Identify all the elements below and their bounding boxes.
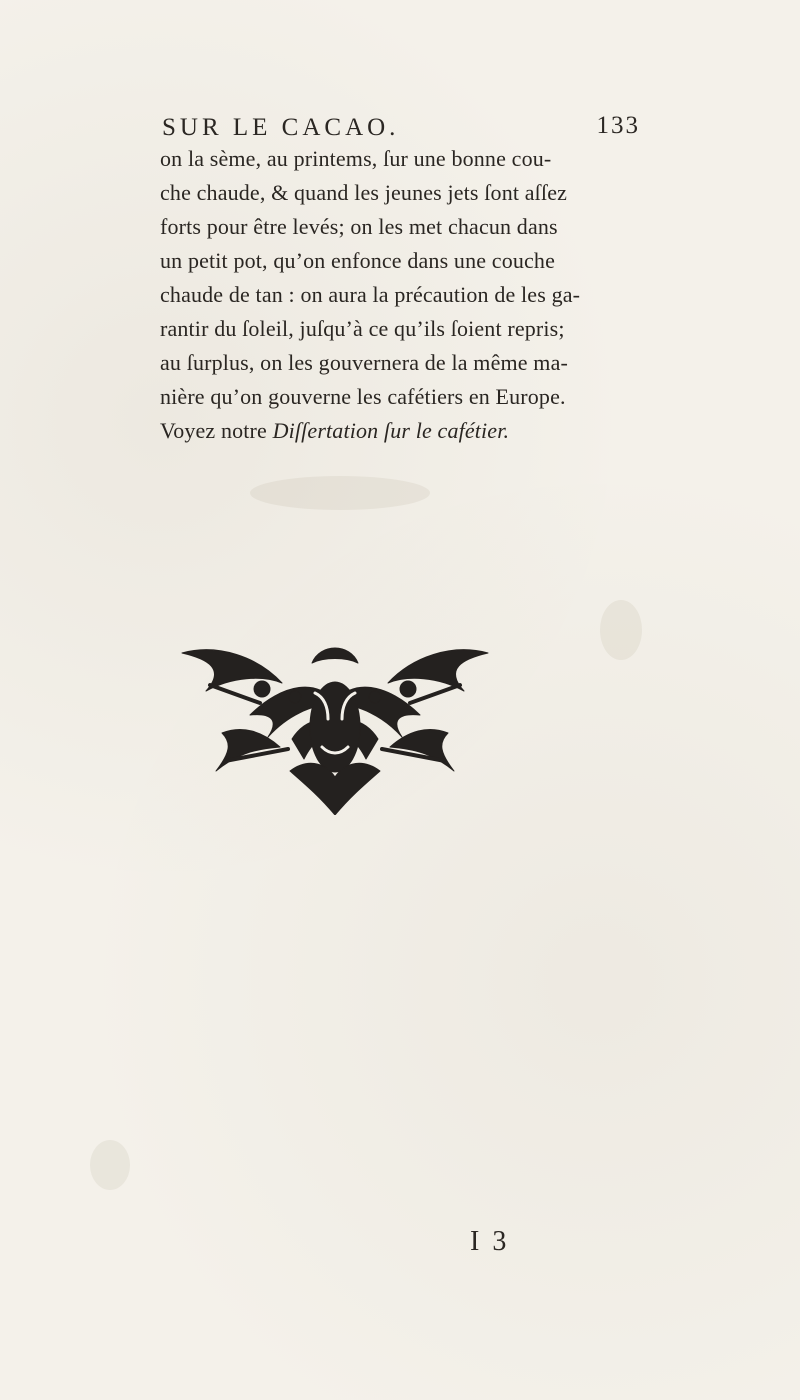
paper-stain [600, 600, 642, 660]
paper-stain [250, 476, 430, 510]
body-text [160, 142, 640, 448]
text-line: rantir du ſoleil, juſqu’à ce qu’ils ſoient repris; [160, 316, 565, 341]
text-line-with-reference [160, 414, 640, 448]
text-line: forts pour être levés; on les met chacun dans [160, 214, 558, 239]
text-line: nière qu’on gouverne les cafétiers en Europe. [160, 384, 566, 409]
reference-prefix: Voyez notre [160, 418, 273, 443]
text-line: au ſurplus, on les gouvernera de la même ma- [160, 350, 568, 375]
page-header [162, 112, 640, 146]
text-line: un petit pot, qu’on enfonce dans une couche [160, 248, 555, 273]
reference-title: Diſſertation ſur le cafétier. [272, 418, 510, 443]
text-line: che chaude, & quand les jeunes jets ſont aſſez [160, 180, 568, 205]
text-line: on la sème, au printems, ſur une bonne cou- [160, 146, 552, 171]
signature-mark: I 3 [470, 1226, 510, 1257]
floral-vignette-icon [170, 635, 500, 815]
paper-stain [90, 1140, 130, 1190]
page-number: 133 [596, 112, 640, 139]
text-line: chaude de tan : on aura la précaution de les ga- [160, 282, 581, 307]
running-title: SUR LE CACAO. [162, 114, 400, 141]
